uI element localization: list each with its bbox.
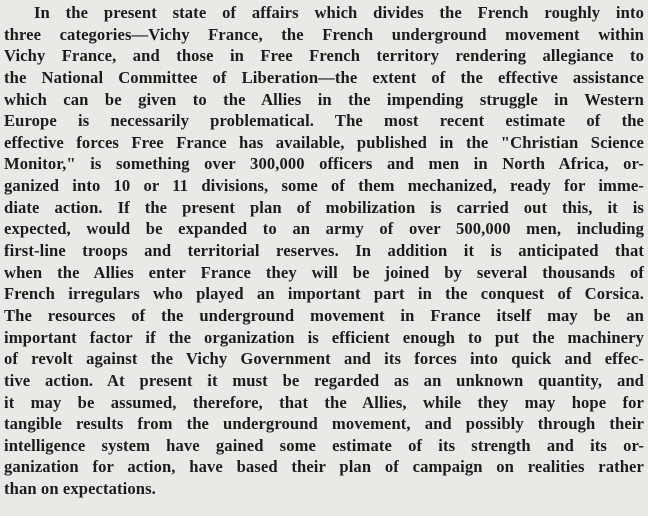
text-line: first-line troops and territorial reserves. In addition it is anticipated that [4,241,644,261]
text-line: ganized into 10 or 11 divisions, some of them mechanized, ready for imme- [4,176,644,196]
text-line: expected, would be expanded to an army of over 500,000 men, including [4,219,644,239]
text-line: French irregulars who played an important part in the conquest of Corsica. [4,284,644,304]
text-line: Vichy France, and those in Free French territory rendering allegiance to [4,46,644,66]
article-paragraph [4,2,644,500]
text-line: of revolt against the Vichy Government and its forces into quick and effec- [4,349,644,369]
text-line: Europe is necessarily problematical. The most recent estimate of the [4,111,644,131]
text-line: when the Allies enter France they will be joined by several thousands of [4,262,644,282]
text-line: The resources of the underground movement in France itself may be an [4,305,644,325]
text-line: ganization for action, have based their plan of campaign on realities rather [4,457,644,477]
text-line: diate action. If the present plan of mobilization is carried out this, it is [4,197,644,217]
text-line: three categories—Vichy France, the French underground movement within [4,24,644,44]
text-line: tangible results from the underground movement, and possibly through their [4,414,644,434]
text-line: effective forces Free France has available, published in the "Christian Science [4,132,644,152]
text-line: Monitor," is something over 300,000 officers and men in North Africa, or- [4,154,644,174]
text-line: than on expectations. [4,479,156,499]
text-line: it may be assumed, therefore, that the Allies, while they may hope for [4,392,644,412]
text-line: intelligence system have gained some estimate of its strength and its or- [4,435,644,455]
text-line: important factor if the organization is efficient enough to put the machinery [4,327,644,347]
text-line: In the present state of affairs which divides the French roughly into [34,3,644,22]
text-line: the National Committee of Liberation—the extent of the effective assistance [4,67,644,87]
text-line: which can be given to the Allies in the impending struggle in Western [4,89,644,109]
text-line: tive action. At present it must be regarded as an unknown quantity, and [4,370,644,390]
